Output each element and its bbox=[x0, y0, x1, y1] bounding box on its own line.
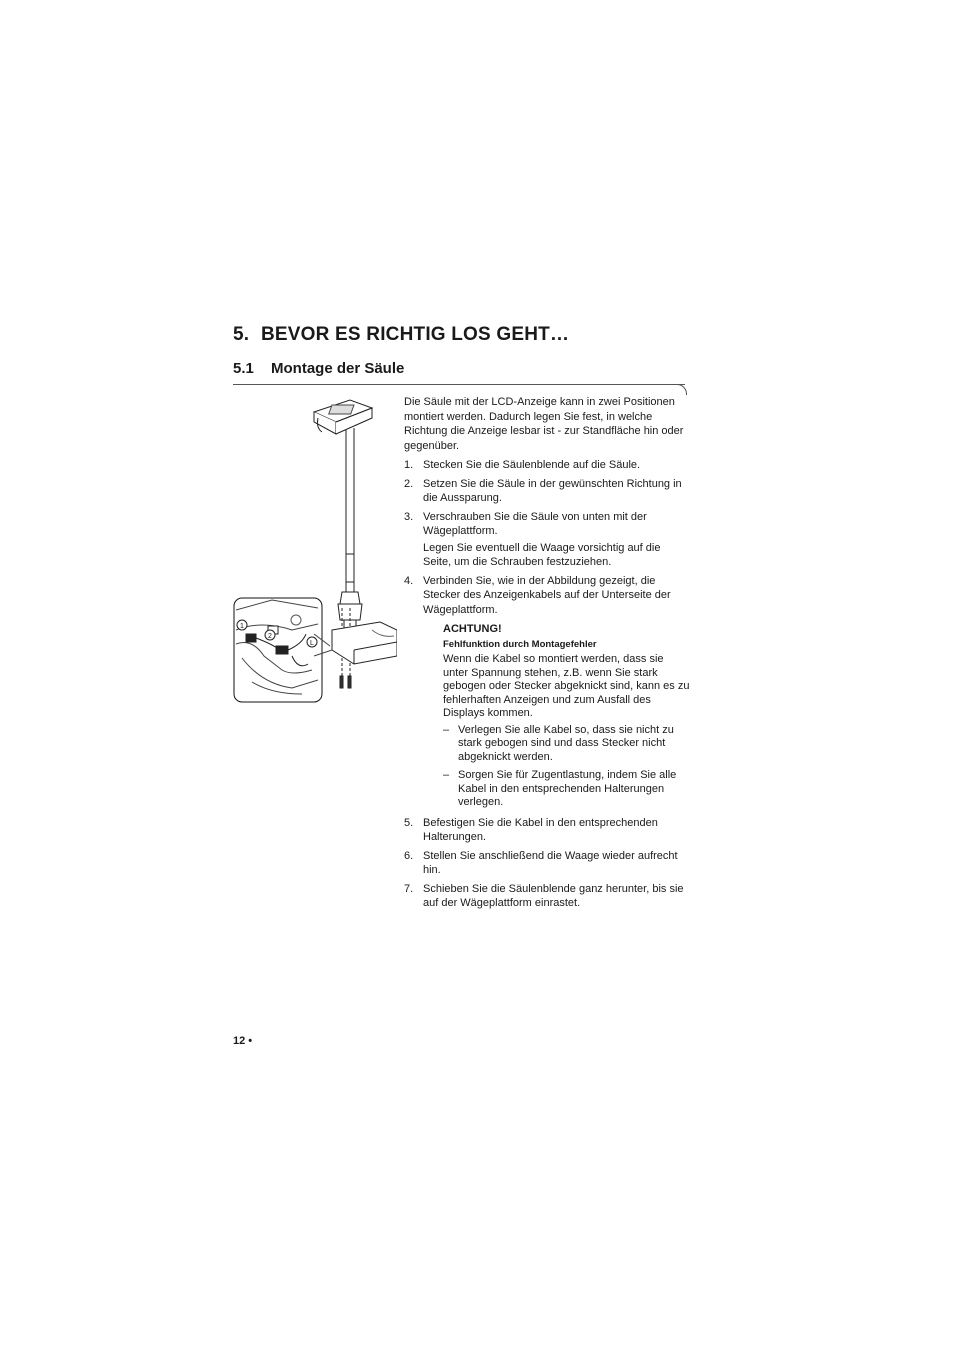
step-text: Verbinden Sie, wie in der Abbildung gezeigt, die Stecker des Anzeigenkabels auf der Unterseite der Wägeplattform. bbox=[423, 574, 671, 616]
section-heading bbox=[233, 324, 569, 346]
heading-rule bbox=[233, 384, 685, 385]
section-title: BEVOR ES RICHTIG LOS GEHT… bbox=[261, 324, 570, 345]
list-item bbox=[443, 769, 690, 810]
warning-subtitle: Fehlfunktion durch Montagefehler bbox=[443, 638, 597, 650]
steps-list-continued bbox=[404, 816, 690, 911]
step-number: 5. bbox=[404, 816, 414, 829]
callout-l: L bbox=[310, 640, 314, 647]
step-number: 1. bbox=[404, 459, 414, 471]
warning-box bbox=[443, 622, 690, 810]
list-item bbox=[443, 724, 690, 765]
instruction-column bbox=[404, 395, 690, 915]
list-item bbox=[404, 816, 690, 845]
step-text: Stellen Sie anschließend die Waage wieder aufrecht hin. bbox=[423, 849, 678, 876]
list-item bbox=[404, 458, 690, 473]
dash-marker: – bbox=[443, 723, 450, 736]
subsection-title: Montage der Säule bbox=[271, 360, 405, 377]
step-text: Stecken Sie die Säulenblende auf die Säule. bbox=[423, 459, 641, 471]
list-item bbox=[404, 882, 690, 911]
column-assembly-illustration bbox=[232, 394, 397, 706]
step-number: 7. bbox=[404, 882, 414, 895]
step-number: 2. bbox=[404, 477, 414, 490]
step-text: Schieben Sie die Säulenblende ganz herunter, bis sie auf der Wägeplattform einrastet. bbox=[423, 882, 684, 909]
subsection-number: 5.1 bbox=[233, 360, 254, 377]
page-number: 12 • bbox=[233, 1035, 253, 1047]
intro-paragraph: Die Säule mit der LCD-Anzeige kann in zwei Positionen montiert werden. Dadurch legen Sie fest, in welche Richtung die Anzeige lesbar ist - zur Standfläche hin oder gegenüber. bbox=[404, 396, 684, 452]
subsection-heading bbox=[233, 360, 404, 377]
section-number: 5. bbox=[233, 324, 250, 345]
dash-marker: – bbox=[443, 769, 450, 781]
bullet-text: Sorgen Sie für Zugentlastung, indem Sie alle Kabel in den entsprechenden Halterungen verlegen. bbox=[458, 769, 677, 808]
warning-text: Wenn die Kabel so montiert werden, dass sie unter Spannung stehen, z.B. wenn Sie stark gebogen oder Stecker abgeknickt sind, kann es zu fehlerhaften Anzeigen und zum Ausfall des Displays kommen. bbox=[443, 653, 690, 719]
step-number: 4. bbox=[404, 574, 414, 587]
warning-bullets bbox=[443, 724, 690, 810]
step-number: 6. bbox=[404, 849, 414, 862]
step-text: Befestigen Sie die Kabel in den entsprechenden Halterungen. bbox=[423, 816, 658, 843]
list-item bbox=[404, 849, 690, 878]
warning-title: ACHTUNG! bbox=[443, 623, 502, 635]
callout-2: 2 bbox=[268, 633, 272, 640]
step-number: 3. bbox=[404, 510, 414, 523]
bullet-text: Verlegen Sie alle Kabel so, dass sie nicht zu stark gebogen sind und dass Stecker nicht abgeknickt werden. bbox=[458, 723, 674, 763]
callout-1: 1 bbox=[240, 623, 244, 630]
list-item bbox=[404, 510, 690, 570]
list-item bbox=[404, 477, 690, 506]
step-text: Verschrauben Sie die Säule von unten mit der Wägeplattform. bbox=[423, 510, 647, 537]
steps-list bbox=[404, 458, 690, 617]
step-text: Setzen Sie die Säule in der gewünschten Richtung in die Aussparung. bbox=[423, 477, 682, 504]
step-note: Legen Sie eventuell die Waage vorsichtig auf die Seite, um die Schrauben festzuziehen. bbox=[423, 541, 661, 568]
heading-rule-corner bbox=[676, 384, 687, 395]
list-item bbox=[404, 574, 690, 618]
